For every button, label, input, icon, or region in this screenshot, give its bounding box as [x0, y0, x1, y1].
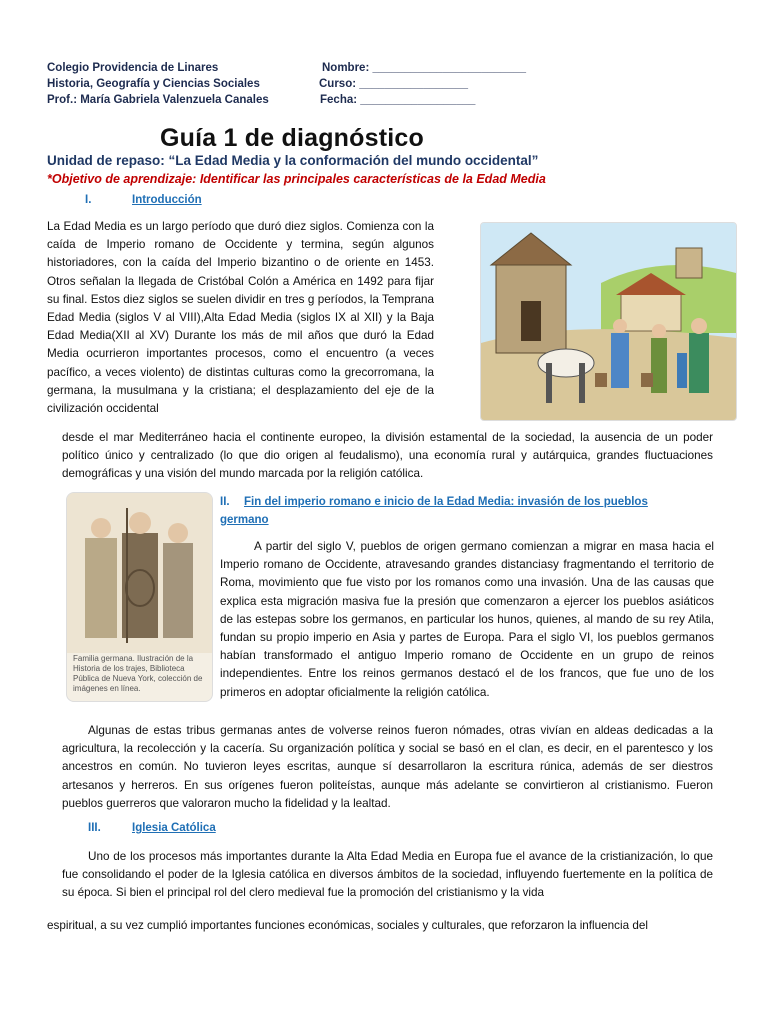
learning-objective: *Objetivo de aprendizaje: Identificar las principales características de la Edad Media — [47, 172, 546, 186]
date-field[interactable]: Fecha: __________________ — [320, 94, 476, 106]
section-heading-3 — [88, 822, 216, 834]
image-caption: Familia germana. Ilustración de la Historia de los trajes, Biblioteca Pública de Nueva York, colección de imágenes en línea. — [73, 654, 203, 693]
section-heading-2 — [220, 493, 690, 529]
course-field[interactable]: Curso: _________________ — [319, 78, 468, 90]
section-2-paragraph-1: A partir del siglo V, pueblos de origen germano comienzan a migrar en masa hacia el Imperio romano de Occidente, atravesando grandes distanciasy fragmentando el territorio de Roma, movimiento que fue visto por los romanos como una invasión. Una de las causas que explica esta migración masiva fue la presión que comenzaron a ejercer los pueblos asiáticos de las estepas sobre los germanos, en particular los hunos, quienes, al mando de su rey Atila, fundan su propio imperio en Asia y partes de Europa. Para el siglo VI, los pueblos germanos habían transformado el antiguo Imperio romano de Occidente en un grupo de reinos independientes. Entre los reinos germanos destacó el de los francos, que fue uno de los primeros en adoptar oficialmente la religión católica. — [220, 540, 714, 699]
name-field[interactable]: Nombre: ________________________ — [322, 62, 526, 74]
medieval-village-image — [480, 222, 737, 421]
school-name: Colegio Providencia de Linares — [47, 62, 219, 74]
medieval-village-illustration-icon — [481, 223, 736, 420]
section-2-paragraph-2: Algunas de estas tribus germanas antes de volverse reinos fueron nómades, otras vivían en aldeas dedicadas a la agricultura, la recolección y la cacería. Su organización política y social se basó en el clan, es decir, en el parentesco y los ancestros en común. No tuvieron leyes escritas, aunque sí desarrollaron la escritura rúnica, además de ser diestros artesanos y herreros. En sus orígenes fueron politeístas, aunque más adelante se convirtieron al cristianismo. Fueron pueblos guerreros que valoraron mucho la fidelidad y la lealtad. — [62, 724, 713, 810]
germanic-family-image — [66, 492, 213, 702]
page-title: Guía 1 de diagnóstico — [160, 124, 424, 151]
section-title: Fin del imperio romano e inicio de la Edad Media: invasión de los pueblos germano — [220, 496, 648, 526]
unit-heading: Unidad de repaso: “La Edad Media y la conformación del mundo occidental” — [47, 153, 539, 168]
section-3-paragraph-2: espiritual, a su vez cumplió importantes funciones económicas, sociales y culturales, que reforzaron la influencia del — [47, 919, 648, 932]
section-number: III. — [88, 822, 101, 834]
section-3-paragraph-1: Uno de los procesos más importantes durante la Alta Edad Media en Europa fue el avance de la cristianización, lo que fue consolidando el poder de la Iglesia católica en diversos ámbitos de la sociedad, influyendo fuertemente en la política de su época. Si bien el principal rol del clero medieval fue la promoción del cristianismo y la vida — [62, 850, 713, 900]
section-title: Introducción — [132, 194, 202, 206]
intro-paragraph-wrapped: La Edad Media es un largo período que duró diez siglos. Comienza con la caída de Imperio romano de Occidente y termina, según algunos historiadores, con la caída del Imperio bizantino o de oriente en 1453. Otros señalan la llegada de Cristóbal Colón a América en 1492 para fijar su final. Estos diez siglos se suelen dividir en tres g períodos, la Temprana Edad Media (siglos V al VIII),Alta Edad Media (siglos IX al XII) y la Baja Edad Media(XII al XV) Durante los más de mil años que duró la Edad Media ocurrieron importantes procesos, como el encuentro (a veces pacífico, a veces violento) de distintas culturas como la grecorromana, la germana, la musulmana y la cristiana; el desplazamiento del eje de la civilización occidental — [47, 220, 434, 416]
section-number: I. — [85, 194, 92, 206]
section-number: II. — [220, 496, 230, 508]
germanic-family-illustration-icon — [67, 493, 212, 653]
section-heading-1 — [85, 194, 202, 206]
title-clip — [160, 124, 424, 151]
subject-name: Historia, Geografía y Ciencias Sociales — [47, 78, 260, 90]
teacher-name: Prof.: María Gabriela Valenzuela Canales — [47, 94, 269, 106]
section-title: Iglesia Católica — [132, 822, 216, 834]
intro-paragraph-full: desde el mar Mediterráneo hacia el continente europeo, la división estamental de la sociedad, la ausencia de un poder político único y centralizado (lo que dio origen al feudalismo), una economía rural y autárquica, grandes fluctuaciones demográficas y una visión del mundo marcada por la religión católica. — [62, 431, 713, 481]
